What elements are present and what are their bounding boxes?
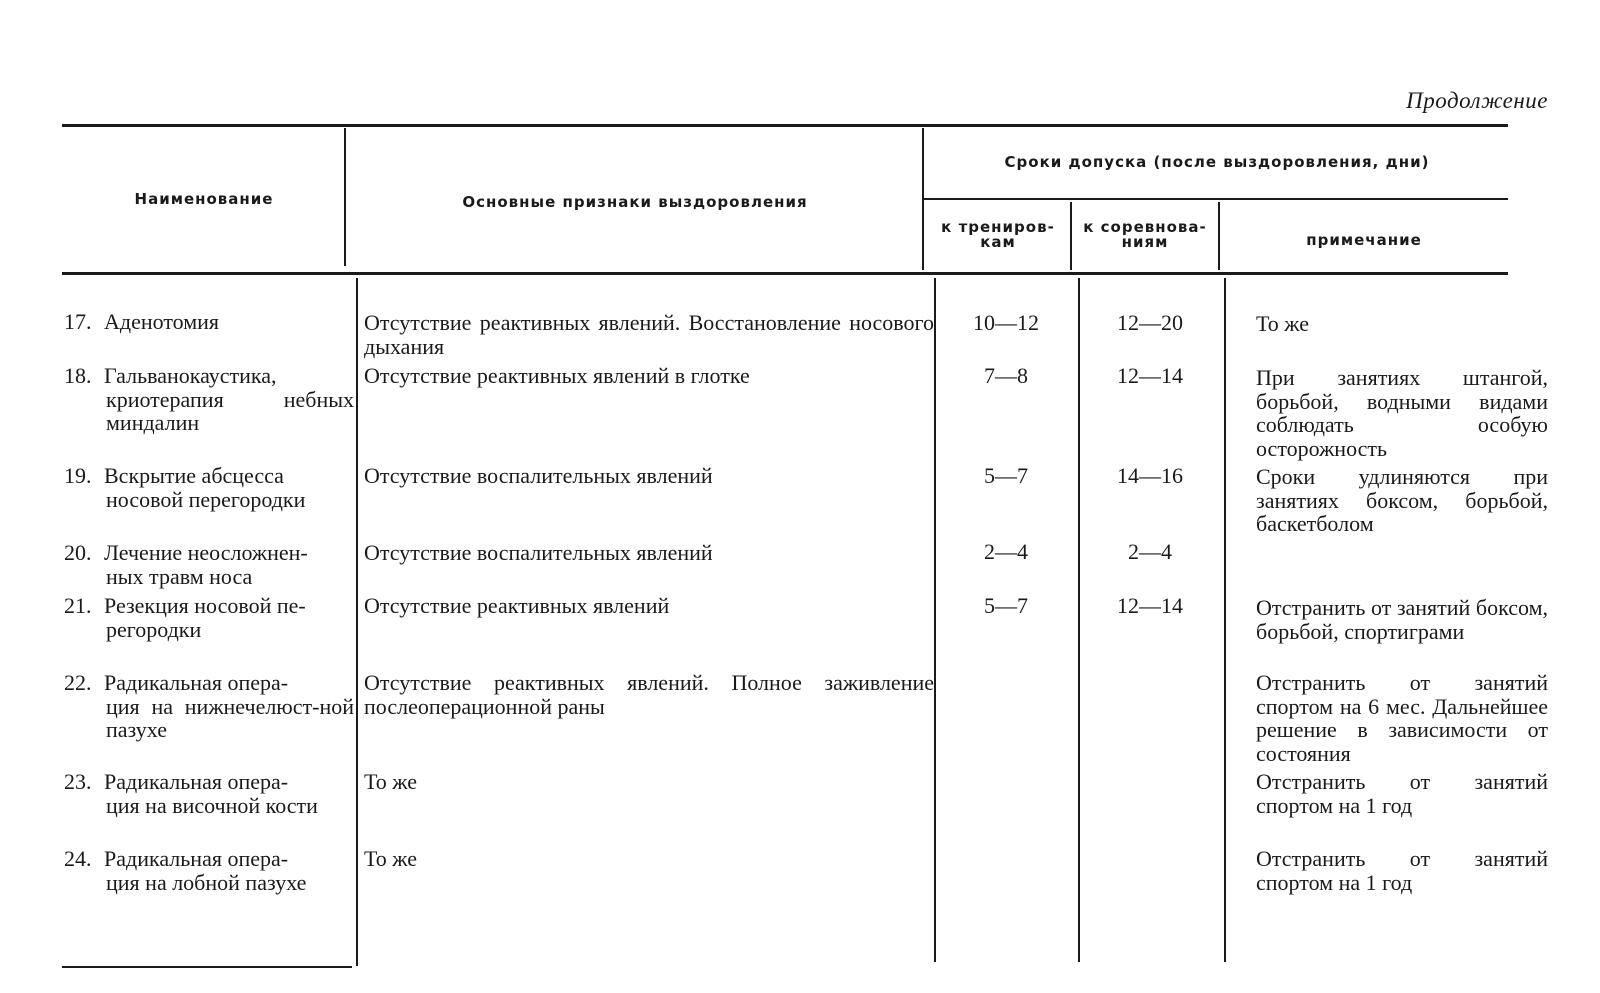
- row-24-note: Отстранить от занятий спортом на 1 год: [1256, 846, 1548, 895]
- header-competition-line1: к соревнова-: [1083, 218, 1207, 236]
- row-21-competition: 12—14: [1117, 593, 1183, 618]
- row-24-name-rest: ция на лобной пазухе: [106, 869, 307, 895]
- col-divider-name-body: [356, 278, 358, 966]
- row-22-number: 22.: [64, 670, 92, 695]
- col-divider-signs-body: [934, 278, 936, 962]
- col-divider-competition-body: [1224, 278, 1226, 962]
- row-17-name: [64, 310, 354, 334]
- col-divider-name: [344, 128, 346, 266]
- header-competition-line2: ниям: [1121, 233, 1169, 251]
- row-17-competition: 12—20: [1117, 310, 1183, 335]
- row-18-name: [64, 364, 354, 435]
- continuation-label: Продолжение: [1406, 88, 1548, 113]
- row-24-number: 24.: [64, 846, 92, 871]
- row-18-competition: 12—14: [1117, 363, 1183, 388]
- col-divider-signs: [922, 128, 924, 270]
- row-20-training: 2—4: [984, 539, 1028, 564]
- row-21-name-rest: регородки: [106, 616, 202, 642]
- row-24-name: [64, 847, 354, 894]
- row-19-name-first: Вскрытие абсцесса: [104, 463, 284, 488]
- row-21-note: Отстранить от занятий боксом, борьбой, спортиграми: [1256, 595, 1548, 644]
- row-21-number: 21.: [64, 593, 92, 618]
- row-17-note: То же: [1256, 311, 1309, 336]
- row-20-name-rest: ных травм носа: [106, 563, 253, 589]
- row-19-name-rest: носовой перегородки: [106, 486, 306, 512]
- row-20-signs: Отсутствие воспалительных явлений: [364, 540, 713, 565]
- row-22-note: Отстранить от занятий спортом на 6 мес. Дальнейшее решение в зависимости от состояния: [1256, 670, 1548, 766]
- table-bottom-rule: [62, 966, 352, 968]
- row-21-signs: Отсутствие реактивных явлений: [364, 593, 670, 618]
- row-20-name: [64, 541, 354, 588]
- row-23-note: Отстранить от занятий спортом на 1 год: [1256, 769, 1548, 818]
- row-22-name-first: Радикальная опера-: [104, 670, 289, 695]
- row-21-name-first: Резекция носовой пе-: [104, 593, 306, 618]
- header-training-line2: кам: [980, 233, 1016, 251]
- row-18-name-first: Гальванокаустика,: [104, 363, 277, 388]
- row-23-signs: То же: [364, 769, 417, 794]
- row-20-name-first: Лечение неосложнен-: [104, 540, 308, 565]
- row-18-number: 18.: [64, 363, 92, 388]
- row-17-signs: Отсутствие реактивных явлений. Восстановление носового дыхания: [364, 310, 934, 359]
- row-24-signs: То же: [364, 846, 417, 871]
- row-21-training: 5—7: [984, 593, 1028, 618]
- table-top-rule: [62, 124, 1508, 127]
- row-21-name: [64, 594, 354, 641]
- row-22-name-rest: ция на нижнечелюст-ной пазухе: [106, 693, 354, 742]
- header-bottom-rule: [62, 272, 1508, 275]
- row-19-signs: Отсутствие воспалительных явлений: [364, 463, 713, 488]
- row-20-competition: 2—4: [1128, 539, 1172, 564]
- row-23-name-first: Радикальная опера-: [104, 769, 289, 794]
- row-17-name-first: Аденотомия: [104, 309, 220, 334]
- row-18-note: При занятиях штангой, борьбой, водными видами соблюдать особую осторожность: [1256, 365, 1548, 461]
- row-17-training: 10—12: [973, 310, 1039, 335]
- row-19-note: Сроки удлиняются при занятиях боксом, борьбой, баскетболом: [1256, 464, 1548, 536]
- header-name: Наименование: [134, 190, 274, 208]
- row-23-name: [64, 770, 354, 817]
- row-22-name: [64, 671, 354, 742]
- row-19-training: 5—7: [984, 463, 1028, 488]
- row-19-competition: 14—16: [1117, 463, 1183, 488]
- row-22-signs: Отсутствие реактивных явлений. Полное заживление послеоперационной раны: [364, 670, 934, 719]
- row-19-number: 19.: [64, 463, 92, 488]
- header-signs: Основные признаки выздоровления: [462, 193, 808, 211]
- col-divider-training-body: [1078, 278, 1080, 962]
- row-18-training: 7—8: [984, 363, 1028, 388]
- row-24-name-first: Радикальная опера-: [104, 846, 289, 871]
- header-training: [926, 220, 1070, 250]
- terms-group-rule: [924, 198, 1508, 200]
- row-18-name-rest: криотерапия небных миндалин: [106, 386, 354, 435]
- row-18-signs: Отсутствие реактивных явлений в глотке: [364, 363, 750, 388]
- header-competition: [1072, 220, 1218, 250]
- row-19-name: [64, 464, 354, 511]
- row-23-number: 23.: [64, 769, 92, 794]
- row-20-number: 20.: [64, 540, 92, 565]
- header-terms-group: Сроки допуска (после выздоровления, дни): [1004, 153, 1430, 171]
- header-note: примечание: [1306, 231, 1422, 249]
- row-17-number: 17.: [64, 309, 92, 334]
- header-training-line1: к трениров-: [941, 218, 1055, 236]
- row-23-name-rest: ция на височной кости: [106, 792, 318, 818]
